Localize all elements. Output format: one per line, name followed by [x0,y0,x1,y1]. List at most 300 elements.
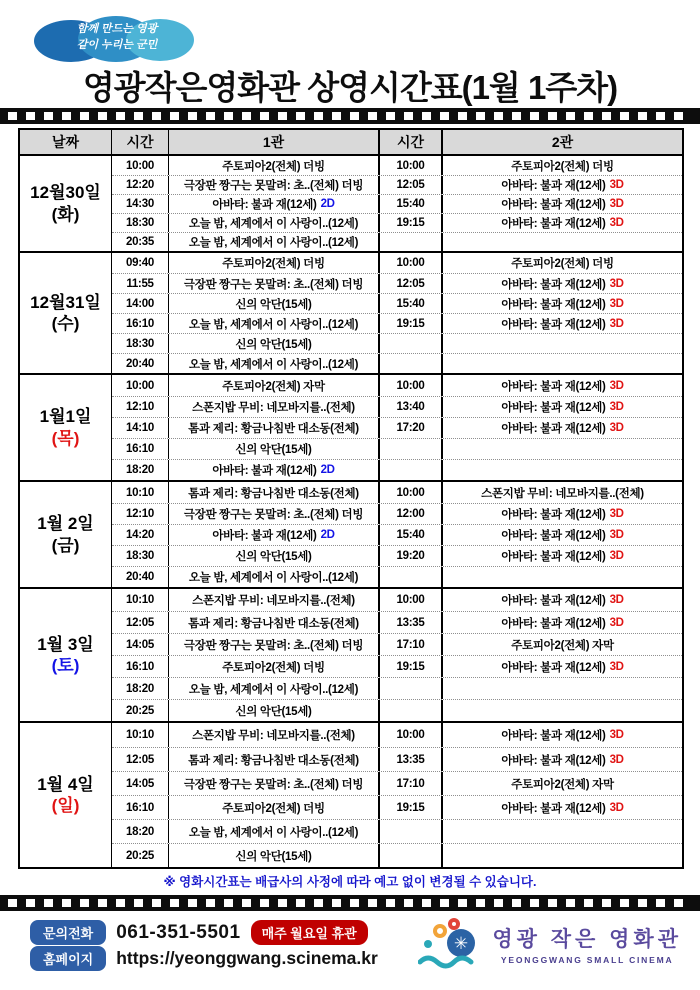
weekday-text: (일) [51,796,80,815]
screening-timetable [18,128,684,869]
movie-title-text: 아바타: 불과 재(12세) [501,199,606,211]
showtime-theater1: 12:05 [112,748,169,771]
schedule-change-notice: ※ 영화시간표는 배급사의 사정에 따라 예고 없이 변경될 수 있습니다. [163,875,537,889]
showtime-rows [112,589,682,721]
movie-title-theater2 [443,820,682,843]
date-cell [20,375,112,480]
movie-title-theater2 [443,233,682,251]
showtime-theater1: 14:20 [112,525,169,545]
date-text: 1월 3일 [37,634,94,654]
format-tag-3d: 3D [609,508,624,520]
column-header-theater1: 1관 [169,130,380,154]
movie-title-theater2 [443,589,682,611]
format-tag-3d: 3D [609,801,624,814]
showtime-theater2: 17:10 [380,634,443,655]
showtime-row [112,213,682,232]
showtime-theater2 [380,354,443,373]
movie-title-text: 아바타: 불과 재(12세) [501,218,606,230]
format-tag-3d: 3D [609,401,624,413]
movie-title-theater2 [443,156,682,175]
format-tag-3d: 3D [609,753,624,766]
date-text: 1월1일 [39,407,92,427]
movie-title-theater2 [443,460,682,480]
showtime-theater1: 20:25 [112,844,169,867]
date-cell [20,482,112,587]
movie-title-text: 극장판 짱구는 못말려: 초..(전체) 더빙 [183,778,364,791]
movie-title-theater2 [443,334,682,353]
date-text: 1월 4일 [37,774,94,794]
showtime-theater2 [380,460,443,480]
date-text: 12월30일 [30,183,101,203]
movie-title-text: 오늘 밤, 세계에서 이 사랑이..(12세) [188,237,359,249]
movie-title-text: 주토피아2(전체) 자막 [222,380,325,393]
movie-title-theater2 [443,844,682,867]
showtime-theater2: 17:10 [380,772,443,795]
date-cell [20,156,112,251]
showtime-theater2: 15:40 [380,195,443,213]
showtime-theater1: 14:05 [112,772,169,795]
movie-title-text: 아바타: 불과 재(12세) [212,199,317,211]
showtime-row [112,313,682,333]
showtime-theater1: 10:00 [112,156,169,175]
cinema-logo-icon [418,916,484,972]
movie-title-text: 주토피아2(전체) 더빙 [222,160,325,173]
svg-text:✳: ✳ [454,934,469,953]
movie-title-theater2 [443,612,682,633]
cinema-logo-english: YEONGGWANG SMALL CINEMA [500,955,674,965]
format-tag-3d: 3D [609,297,624,310]
column-header-time2: 시간 [380,130,443,154]
movie-title-text: 아바타: 불과 재(12세) [501,298,606,311]
movie-title-text: 극장판 짱구는 못말려: 초..(전체) 더빙 [183,639,364,652]
showtime-theater2 [380,820,443,843]
showtime-row [112,273,682,293]
showtime-row [112,655,682,677]
showtime-row [112,375,682,396]
movie-title-text: 아바타: 불과 재(12세) [501,402,606,414]
movie-title-theater2 [443,418,682,438]
movie-title-text: 아바타: 불과 재(12세) [501,802,606,815]
movie-title-theater2 [443,796,682,819]
showtime-theater1: 14:00 [112,294,169,313]
movie-title-theater1 [169,397,380,417]
movie-title-theater2 [443,504,682,524]
movie-title-theater2 [443,546,682,566]
movie-title-theater1 [169,656,380,677]
movie-title-theater2 [443,656,682,677]
movie-title-theater2 [443,354,682,373]
column-header-time1: 시간 [112,130,169,154]
movie-title-text: 아바타: 불과 재(12세) [501,730,606,742]
movie-title-text: 스폰지밥 무비: 네모바지를..(전체) [481,487,644,500]
showtime-theater2 [380,439,443,459]
movie-title-text: 아바타: 불과 재(12세) [501,509,606,521]
showtime-theater1: 14:10 [112,418,169,438]
showtime-theater2: 15:40 [380,525,443,545]
showtime-theater2: 10:00 [380,482,443,503]
movie-title-text: 아바타: 불과 재(12세) [212,530,317,542]
slogan-line2: 같이 누리는 군민 [76,38,158,51]
movie-title-theater1 [169,375,380,396]
showtime-theater1: 12:20 [112,176,169,194]
movie-title-theater2 [443,274,682,293]
movie-title-text: 아바타: 불과 재(12세) [501,423,606,435]
format-tag-3d: 3D [609,550,624,562]
movie-title-theater1 [169,439,380,459]
showtime-row [112,459,682,480]
showtime-row [112,503,682,524]
movie-title-theater1 [169,176,380,194]
movie-title-theater2 [443,214,682,232]
movie-title-text: 주토피아2(전체) 더빙 [222,802,325,815]
showtime-theater2: 15:40 [380,294,443,313]
table-header-row [20,130,682,156]
movie-title-text: 주토피아2(전체) 더빙 [222,661,325,674]
movie-title-theater1 [169,354,380,373]
movie-title-text: 아바타: 불과 재(12세) [212,465,317,477]
movie-title-text: 아바타: 불과 재(12세) [501,278,606,291]
movie-title-text: 아바타: 불과 재(12세) [501,380,606,393]
movie-title-theater2 [443,634,682,655]
movie-title-text: 오늘 밤, 세계에서 이 사랑이..(12세) [188,683,359,696]
showtime-theater2: 10:00 [380,156,443,175]
day-block [20,721,682,867]
showtime-rows [112,253,682,373]
showtime-theater2: 13:40 [380,397,443,417]
date-cell [20,589,112,721]
format-tag-2d: 2D [320,529,335,541]
day-block [20,480,682,587]
showtime-theater1: 18:30 [112,214,169,232]
column-header-theater2: 2관 [551,134,574,150]
cinema-logo-korean: 영광 작은 영화관 [492,928,682,951]
showtime-theater2: 19:20 [380,546,443,566]
showtime-theater1: 18:30 [112,546,169,566]
movie-title-text: 신의 악단(15세) [235,444,312,456]
weekday-text: (화) [51,204,80,224]
showtime-row [112,795,682,819]
format-tag-3d: 3D [609,594,624,606]
showtime-row [112,545,682,566]
format-tag-3d: 3D [609,729,624,741]
format-tag-3d: 3D [609,217,624,229]
movie-title-theater1 [169,233,380,251]
showtime-theater1: 20:40 [112,354,169,373]
showtime-theater2: 10:00 [380,375,443,396]
movie-title-theater1 [169,504,380,524]
movie-title-text: 아바타: 불과 재(12세) [501,318,606,331]
showtime-rows [112,723,682,867]
showtime-theater1: 12:10 [112,504,169,524]
showtime-theater1: 16:10 [112,314,169,333]
day-block [20,587,682,721]
showtime-theater2: 17:20 [380,418,443,438]
movie-title-text: 오늘 밤, 세계에서 이 사랑이..(12세) [188,358,359,371]
movie-title-theater2 [443,253,682,273]
movie-title-theater1 [169,274,380,293]
weekday-text: (목) [51,428,80,448]
day-block [20,251,682,373]
showtime-theater2: 12:00 [380,504,443,524]
showtime-theater1: 14:30 [112,195,169,213]
movie-title-text: 극장판 짱구는 못말려: 초..(전체) 더빙 [183,180,364,192]
movie-title-text: 오늘 밤, 세계에서 이 사랑이..(12세) [188,826,359,839]
movie-title-theater1 [169,772,380,795]
showtime-theater1: 12:10 [112,397,169,417]
cinema-logo-words [492,923,682,965]
weekday-text: (토) [51,656,80,675]
weekday-text: (금) [51,535,80,555]
movie-title-theater1 [169,634,380,655]
showtime-row [112,482,682,503]
movie-title-theater2 [443,439,682,459]
showtime-row [112,353,682,373]
date-text: 12월31일 [30,292,101,312]
movie-title-text: 오늘 밤, 세계에서 이 사랑이..(12세) [188,218,359,230]
showtime-row [112,417,682,438]
movie-title-text: 주토피아2(전체) 더빙 [222,258,325,270]
movie-title-text: 극장판 짱구는 못말려: 초..(전체) 더빙 [183,509,364,521]
showtime-theater2: 19:15 [380,314,443,333]
format-tag-3d: 3D [609,616,624,629]
showtime-row [112,253,682,273]
movie-title-theater2 [443,723,682,747]
day-blocks-container [20,156,682,867]
showtime-row [112,747,682,771]
movie-title-theater2 [443,482,682,503]
phone-number: 061-351-5501 [116,921,241,943]
showtime-row [112,723,682,747]
showtime-theater1: 18:30 [112,334,169,353]
movie-title-theater2 [443,195,682,213]
movie-title-theater1 [169,844,380,867]
county-slogan-logo [34,12,194,64]
movie-title-theater1 [169,214,380,232]
showtime-theater2: 10:00 [380,723,443,747]
showtime-theater1: 12:05 [112,612,169,633]
showtime-row [112,843,682,867]
showtime-theater2 [380,334,443,353]
slogan-line1: 함께 만드는 영광 [76,23,158,35]
movie-title-text: 극장판 짱구는 못말려: 초..(전체) 더빙 [183,278,364,291]
showtime-theater1: 18:20 [112,820,169,843]
showtime-theater2: 10:00 [380,589,443,611]
movie-title-text: 주토피아2(전체) 자막 [511,778,614,791]
movie-title-theater1 [169,314,380,333]
showtime-rows [112,375,682,480]
showtime-theater1: 10:10 [112,589,169,611]
showtime-theater1: 20:35 [112,233,169,251]
movie-title-theater2 [443,700,682,721]
showtime-rows [112,482,682,587]
showtime-theater2: 12:05 [380,274,443,293]
movie-title-text: 톰과 제리: 황금나침반 대소동(전체) [188,617,359,630]
format-tag-3d: 3D [609,379,624,392]
movie-title-text: 아바타: 불과 재(12세) [501,754,606,767]
footer-homepage-row [30,946,378,971]
movie-title-text: 신의 악단(15세) [235,850,312,863]
movie-title-theater2 [443,525,682,545]
showtime-row [112,438,682,459]
movie-title-theater1 [169,418,380,438]
movie-title-theater1 [169,294,380,313]
movie-title-text: 톰과 제리: 황금나침반 대소동(전체) [188,487,359,500]
movie-title-theater1 [169,796,380,819]
phone-label-badge: 문의전화 [30,920,106,945]
movie-title-theater1 [169,525,380,545]
showtime-theater1: 10:10 [112,723,169,747]
showtime-theater2 [380,678,443,699]
movie-title-theater1 [169,460,380,480]
showtime-theater2 [380,844,443,867]
date-text: 1월 2일 [37,514,94,534]
showtime-row [112,771,682,795]
homepage-url[interactable]: https://yeonggwang.scinema.kr [116,948,378,968]
movie-title-text: 톰과 제리: 황금나침반 대소동(전체) [188,423,359,435]
format-tag-3d: 3D [609,317,624,330]
page-title: 영광작은영화관 상영시간표(1월 1주차) [82,69,618,106]
showtime-theater2: 13:35 [380,748,443,771]
format-tag-3d: 3D [609,422,624,434]
showtime-row [112,699,682,721]
showtime-row [112,819,682,843]
movie-title-text: 주토피아2(전체) 자막 [511,639,614,652]
showtime-theater2: 19:15 [380,796,443,819]
movie-title-theater1 [169,612,380,633]
showtime-theater2 [380,233,443,251]
showtime-theater2: 19:15 [380,214,443,232]
format-tag-3d: 3D [609,660,624,673]
cinema-logo [418,916,682,972]
movie-title-text: 아바타: 불과 재(12세) [501,530,606,542]
closed-monday-badge: 매주 월요일 휴관 [251,920,368,945]
movie-title-theater1 [169,334,380,353]
format-tag-2d: 2D [320,464,335,476]
movie-title-text: 아바타: 불과 재(12세) [501,617,606,630]
homepage-label-badge: 홈페이지 [30,946,106,971]
movie-title-text: 오늘 밤, 세계에서 이 사랑이..(12세) [188,318,359,331]
day-block [20,156,682,251]
movie-title-theater1 [169,482,380,503]
movie-title-text: 아바타: 불과 재(12세) [501,595,606,607]
movie-title-theater2 [443,678,682,699]
format-tag-3d: 3D [609,179,624,191]
movie-title-theater1 [169,567,380,587]
showtime-theater1: 20:25 [112,700,169,721]
showtime-theater1: 11:55 [112,274,169,293]
movie-title-theater1 [169,678,380,699]
slogan-text [42,22,192,54]
format-tag-3d: 3D [609,198,624,210]
showtime-theater2: 12:05 [380,176,443,194]
showtime-row [112,156,682,175]
movie-title-theater1 [169,156,380,175]
showtime-theater1: 16:10 [112,796,169,819]
movie-title-text: 아바타: 불과 재(12세) [501,661,606,674]
footer-phone-row [30,920,368,945]
filmstrip-top-decoration [0,108,700,124]
date-cell [20,253,112,373]
showtime-row [112,524,682,545]
movie-title-theater2 [443,567,682,587]
showtime-rows [112,156,682,251]
movie-title-text: 신의 악단(15세) [235,551,312,563]
showtime-theater1: 18:20 [112,678,169,699]
showtime-row [112,194,682,213]
movie-title-theater1 [169,253,380,273]
column-header-date: 날짜 [20,130,112,154]
date-cell [20,723,112,867]
movie-title-theater1 [169,820,380,843]
showtime-row [112,396,682,417]
showtime-theater2 [380,567,443,587]
showtime-row [112,293,682,313]
movie-title-theater1 [169,195,380,213]
showtime-row [112,589,682,611]
format-tag-2d: 2D [320,198,335,210]
showtime-row [112,232,682,251]
movie-title-theater2 [443,294,682,313]
showtime-theater1: 09:40 [112,253,169,273]
movie-title-text: 신의 악단(15세) [235,298,312,311]
showtime-theater1: 16:10 [112,439,169,459]
movie-title-text: 스폰지밥 무비: 네모바지를..(전체) [192,402,355,414]
movie-title-theater1 [169,723,380,747]
movie-title-theater1 [169,546,380,566]
movie-title-theater2 [443,176,682,194]
filmstrip-bottom-decoration [0,895,700,911]
format-tag-3d: 3D [609,277,624,290]
showtime-row [112,333,682,353]
movie-title-text: 신의 악단(15세) [235,338,312,351]
movie-title-text: 아바타: 불과 재(12세) [501,180,606,192]
showtime-row [112,566,682,587]
showtime-row [112,633,682,655]
weekday-text: (수) [51,314,80,333]
movie-title-theater2 [443,772,682,795]
movie-title-theater2 [443,314,682,333]
day-block [20,373,682,480]
movie-title-text: 오늘 밤, 세계에서 이 사랑이..(12세) [188,572,359,584]
showtime-theater2: 10:00 [380,253,443,273]
showtime-theater1: 18:20 [112,460,169,480]
showtime-theater1: 10:10 [112,482,169,503]
movie-title-theater2 [443,748,682,771]
movie-title-theater1 [169,589,380,611]
showtime-theater1: 20:40 [112,567,169,587]
movie-title-text: 톰과 제리: 황금나침반 대소동(전체) [188,754,359,767]
showtime-theater1: 14:05 [112,634,169,655]
movie-title-theater2 [443,375,682,396]
showtime-theater2: 13:35 [380,612,443,633]
movie-title-text: 스폰지밥 무비: 네모바지를..(전체) [192,730,355,742]
showtime-theater1: 10:00 [112,375,169,396]
showtime-row [112,611,682,633]
movie-title-theater1 [169,700,380,721]
showtime-theater2 [380,700,443,721]
movie-title-theater2 [443,397,682,417]
showtime-theater2: 19:15 [380,656,443,677]
format-tag-3d: 3D [609,529,624,541]
movie-title-theater1 [169,748,380,771]
showtime-theater1: 16:10 [112,656,169,677]
showtime-row [112,677,682,699]
showtime-row [112,175,682,194]
movie-title-text: 스폰지밥 무비: 네모바지를..(전체) [192,595,355,607]
movie-title-text: 신의 악단(15세) [235,705,312,718]
movie-title-text: 아바타: 불과 재(12세) [501,551,606,563]
movie-title-text: 주토피아2(전체) 더빙 [511,160,614,173]
